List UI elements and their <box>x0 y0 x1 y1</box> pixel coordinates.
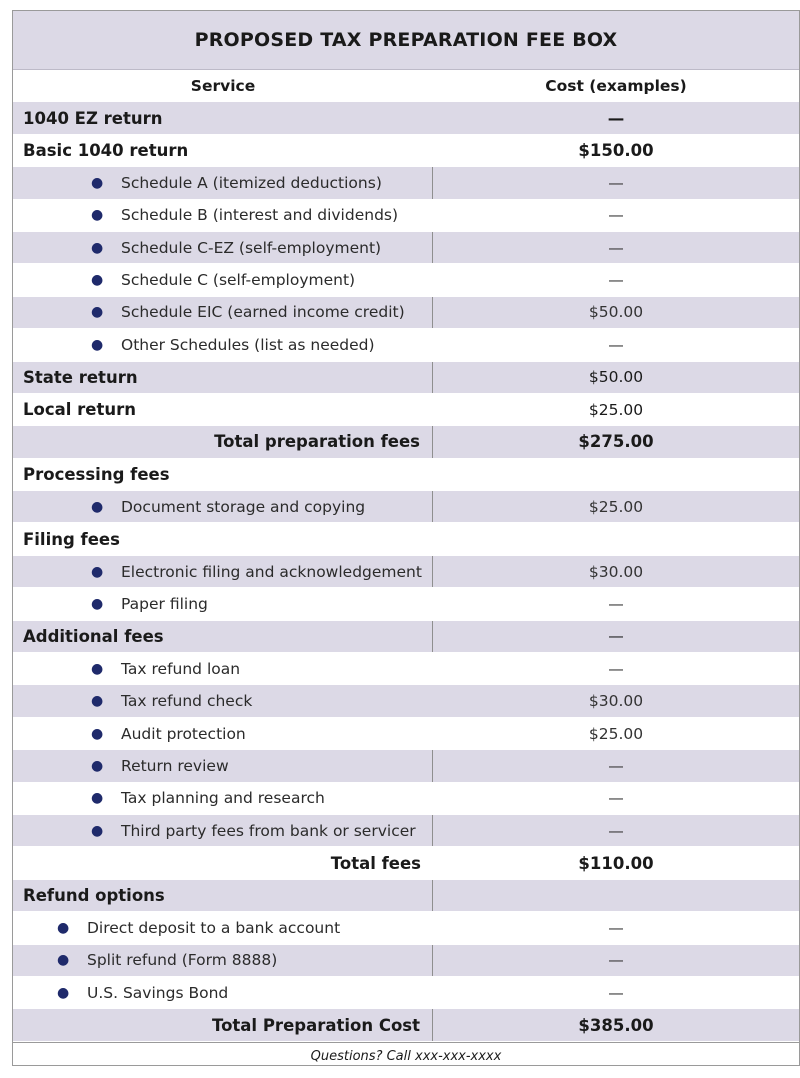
row-cost: — <box>608 271 624 290</box>
bullet-icon: ● <box>91 304 104 321</box>
row-label: Local return <box>23 400 137 420</box>
grand-total-row <box>13 1009 799 1041</box>
table-row <box>13 362 799 394</box>
row-label: Total Preparation Cost <box>13 1009 433 1040</box>
row-cost: $30.00 <box>588 562 644 581</box>
subtotal-row <box>13 426 799 458</box>
bullet-icon: ● <box>91 563 104 580</box>
table-row <box>13 297 799 329</box>
row-cost: — <box>608 173 624 192</box>
row-label: Split refund (Form 8888) <box>87 951 278 970</box>
row-cost: — <box>608 821 624 840</box>
table-row <box>13 556 799 588</box>
bullet-icon: ● <box>91 660 104 677</box>
row-cost: — <box>608 238 624 257</box>
table-row <box>13 459 799 491</box>
subtotal-row <box>13 847 799 879</box>
row-cost: $25.00 <box>588 724 644 743</box>
table-row <box>13 718 799 750</box>
row-label: Electronic filing and acknowledgement <box>121 562 422 581</box>
table-row <box>13 621 799 653</box>
table-row <box>13 977 799 1009</box>
contact-footer: Questions? Call xxx-xxx-xxxx <box>13 1042 799 1071</box>
bullet-icon: ● <box>91 174 104 191</box>
row-label: Paper filing <box>121 594 208 613</box>
table-row <box>13 945 799 977</box>
bullet-icon: ● <box>91 498 104 515</box>
table-row <box>13 685 799 717</box>
row-cost <box>433 880 799 911</box>
row-cost <box>433 523 799 554</box>
bullet-icon: ● <box>91 336 104 353</box>
row-cost: $50.00 <box>588 303 644 322</box>
table-row <box>13 783 799 815</box>
header-row <box>13 70 799 102</box>
bullet-icon: ● <box>91 725 104 742</box>
row-label: Audit protection <box>121 724 246 743</box>
table-row <box>13 394 799 426</box>
row-cost: — <box>608 789 624 808</box>
row-label: Schedule B (interest and dividends) <box>121 206 399 225</box>
fee-box-title: PROPOSED TAX PREPARATION FEE BOX <box>13 11 799 70</box>
bullet-icon: ● <box>57 919 70 936</box>
bullet-icon: ● <box>91 822 104 839</box>
table-row <box>13 491 799 523</box>
table-row <box>13 329 799 361</box>
row-label: Tax refund loan <box>121 659 241 678</box>
row-cost: $25.00 <box>588 400 644 419</box>
table-row <box>13 232 799 264</box>
table-row <box>13 750 799 782</box>
table-row <box>13 200 799 232</box>
table-row <box>13 167 799 199</box>
row-label: Schedule A (itemized deductions) <box>121 173 382 192</box>
row-label: Schedule EIC (earned income credit) <box>121 303 405 322</box>
row-label: Schedule C (self-employment) <box>121 271 356 290</box>
bullet-icon: ● <box>57 984 70 1001</box>
row-label: Basic 1040 return <box>23 140 189 160</box>
row-label: Total preparation fees <box>13 426 433 457</box>
bullet-icon: ● <box>91 595 104 612</box>
row-label: 1040 EZ return <box>23 108 163 128</box>
row-cost: $385.00 <box>578 1015 654 1035</box>
row-cost: — <box>607 108 625 128</box>
service-header: Service <box>190 76 256 95</box>
row-label: Other Schedules (list as needed) <box>121 335 375 354</box>
bullet-icon: ● <box>91 239 104 256</box>
row-label: U.S. Savings Bond <box>87 983 229 1002</box>
row-cost: $275.00 <box>578 432 654 452</box>
row-cost: $30.00 <box>588 692 644 711</box>
table-row <box>13 264 799 296</box>
fee-box <box>12 10 800 1066</box>
bullet-icon: ● <box>91 693 104 710</box>
row-cost: — <box>608 659 624 678</box>
row-label: Total fees <box>330 853 421 873</box>
row-cost: — <box>608 983 624 1002</box>
cost-header: Cost (examples) <box>545 76 687 95</box>
row-cost: $150.00 <box>578 140 654 160</box>
table-row <box>13 880 799 912</box>
table-row <box>13 588 799 620</box>
bullet-icon: ● <box>91 790 104 807</box>
bullet-icon: ● <box>91 757 104 774</box>
row-cost: — <box>608 951 624 970</box>
row-label: Schedule C-EZ (self-employment) <box>121 238 382 257</box>
row-cost <box>433 459 799 490</box>
bullet-icon: ● <box>91 207 104 224</box>
row-label: Processing fees <box>23 464 170 484</box>
row-label: Filing fees <box>23 529 120 549</box>
bullet-icon: ● <box>91 272 104 289</box>
table-row <box>13 523 799 555</box>
row-cost: $110.00 <box>578 853 654 873</box>
row-cost: — <box>608 918 624 937</box>
table-row <box>13 815 799 847</box>
row-label: Additional fees <box>13 621 433 652</box>
row-label: State return <box>13 362 433 393</box>
row-cost: — <box>608 756 624 775</box>
row-label: Tax refund check <box>121 692 253 711</box>
row-label: Tax planning and research <box>121 789 325 808</box>
row-label: Return review <box>121 756 229 775</box>
table-row <box>13 135 799 167</box>
row-cost: — <box>608 206 624 225</box>
row-cost: $25.00 <box>588 497 644 516</box>
table-row <box>13 102 799 134</box>
table-row <box>13 653 799 685</box>
row-cost: — <box>608 594 624 613</box>
bullet-icon: ● <box>57 952 70 969</box>
row-cost: — <box>608 627 624 646</box>
row-label: Refund options <box>13 880 433 911</box>
row-label: Direct deposit to a bank account <box>87 918 341 937</box>
table-row <box>13 912 799 944</box>
row-label: Document storage and copying <box>121 497 366 516</box>
row-cost: $50.00 <box>588 368 644 387</box>
row-label: Third party fees from bank or servicer <box>121 821 416 840</box>
row-cost: — <box>608 335 624 354</box>
